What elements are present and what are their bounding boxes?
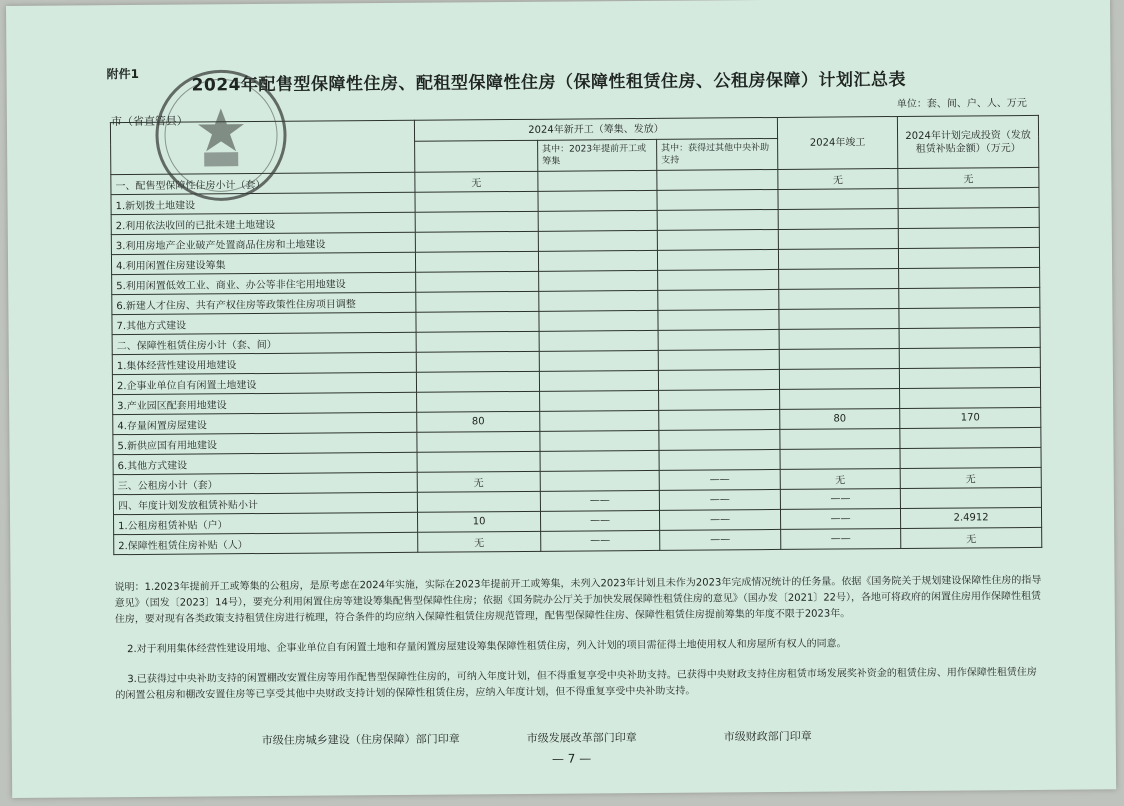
- cell-new-start: 无: [415, 171, 538, 192]
- cell-central: ——: [659, 509, 780, 530]
- cell-central: [658, 349, 779, 370]
- cell-investment: 无: [898, 167, 1039, 188]
- cell-new-start: [417, 431, 540, 452]
- cell-investment: 无: [901, 527, 1042, 548]
- city-label: 市（省直管县）: [110, 114, 188, 129]
- cell-new-start: [416, 351, 539, 372]
- cell-advance: [540, 430, 659, 451]
- row-label: 7.其他方式建设: [112, 312, 416, 334]
- cell-advance: ——: [540, 490, 659, 511]
- cell-central: [657, 189, 778, 210]
- cell-completion: [779, 308, 899, 329]
- cell-investment: [899, 287, 1040, 308]
- cell-completion: [778, 208, 898, 229]
- cell-investment: [900, 427, 1041, 448]
- cell-new-start: [415, 191, 538, 212]
- note-3: 3.已获得过中央补助支持的闲置棚改安置住房等用作配售型保障性住房的，可纳入年度计划，但不得重复享受中央补助支持。已获得中央财政支持住房租赁市场发展奖补资金的租赁住房、用作保障性租赁住房的闲置公租房和棚改安置住房等已享受其他中央财政支持计划的保障性租赁住房，应纳入年度计划，但不得重复享受中央补助支持。: [115, 666, 1037, 702]
- cell-completion: [779, 268, 899, 289]
- cell-central: [659, 409, 780, 430]
- cell-advance: [540, 410, 659, 431]
- cell-central: [657, 209, 778, 230]
- cell-investment: 无: [900, 467, 1041, 488]
- signature-row: [12, 725, 1116, 748]
- cell-investment: [898, 227, 1039, 248]
- row-label: 4.存量闲置房屋建设: [113, 412, 417, 434]
- cell-central: ——: [659, 469, 780, 490]
- cell-investment: [900, 387, 1041, 408]
- row-label: 3.产业园区配套用地建设: [113, 392, 417, 414]
- cell-new-start: [416, 311, 539, 332]
- row-label: 3.利用房地产企业破产处置商品住房和土地建设: [111, 232, 415, 254]
- row-label: 四、年度计划发放租赁补贴小计: [113, 492, 417, 514]
- row-label: 2.企事业单位自有闲置土地建设: [112, 372, 416, 394]
- cell-advance: [538, 230, 657, 251]
- cell-investment: [898, 187, 1039, 208]
- cell-completion: [779, 348, 899, 369]
- cell-advance: [539, 370, 658, 391]
- header-new-start-total: [415, 140, 538, 172]
- cell-completion: ——: [781, 508, 901, 529]
- cell-central: ——: [660, 529, 781, 550]
- cell-investment: [898, 207, 1039, 228]
- cell-advance: [539, 290, 658, 311]
- cell-completion: [780, 448, 900, 469]
- header-investment: 2024年计划完成投资（发放租赁补贴金额）（万元）: [897, 115, 1038, 168]
- cell-advance: [540, 450, 659, 471]
- cell-central: [659, 389, 780, 410]
- cell-completion: [778, 189, 898, 210]
- cell-investment: [898, 247, 1039, 268]
- signature-finance: 市级财政部门印章: [723, 729, 812, 744]
- cell-advance: [539, 330, 658, 351]
- cell-advance: ——: [540, 510, 659, 531]
- row-label: 5.利用闲置低效工业、商业、办公等非住宅用地建设: [112, 272, 416, 294]
- cell-investment: [899, 267, 1040, 288]
- cell-central: [657, 229, 778, 250]
- attachment-label: 附件1: [106, 66, 139, 82]
- document-page: [6, 0, 1116, 798]
- cell-advance: [539, 310, 658, 331]
- cell-completion: [780, 428, 900, 449]
- cell-new-start: [415, 231, 538, 252]
- note-2: 2.对于利用集体经营性建设用地、企事业单位自有闲置土地和存量闲置房屋建设筹集保障性租赁住房，列入计划的项目需征得土地使用权人和房屋所有权人的同意。: [127, 638, 847, 656]
- cell-advance: [540, 390, 659, 411]
- row-label: 2.利用依法收回的已批未建土地建设: [111, 212, 415, 234]
- cell-investment: [899, 347, 1040, 368]
- cell-new-start: 80: [417, 411, 540, 432]
- signature-housing: 市级住房城乡建设（住房保障）部门印章: [261, 732, 460, 748]
- cell-new-start: [416, 291, 539, 312]
- cell-central: ——: [659, 489, 780, 510]
- cell-advance: [540, 470, 659, 491]
- row-label: 6.新建人才住房、共有产权住房等政策性住房项目调整: [112, 292, 416, 314]
- cell-central: [658, 329, 779, 350]
- cell-new-start: [416, 271, 539, 292]
- cell-advance: [538, 170, 657, 191]
- cell-investment: [900, 487, 1041, 508]
- signature-development: 市级发展改革部门印章: [526, 731, 637, 745]
- cell-completion: 无: [778, 169, 898, 190]
- cell-new-start: 10: [417, 511, 540, 532]
- cell-investment: 2.4912: [901, 507, 1042, 528]
- note-1: 说明：1.2023年提前开工或筹集的公租房，是原考虑在2024年实施，实际在2023年提前开工或筹集，未列入2023年计划且未作为2023年完成情况统计的任务量。依据《国务院关于规划建设保障性住房的指导意见》（国发〔2023〕14号），要充分利用闲置住房等建设筹集配售型保障性住房；依据《国务院办公厅关于加快发展保障性租赁住房的意见》（国办发〔2021〕22号），各地可将政府的闲置住房用作保障性租赁住房，要对现有各类政策支持租赁住房进行梳理，符合条件的均应纳入保障性租赁住房规范管理，配售型保障性住房、保障性租赁住房提前筹集的年度不限于2023年。: [114, 574, 1042, 626]
- cell-completion: 80: [780, 408, 900, 429]
- cell-new-start: 无: [417, 471, 540, 492]
- cell-completion: 无: [780, 468, 900, 489]
- cell-completion: [780, 388, 900, 409]
- row-label: 一、配售型保障性住房小计（套）: [111, 172, 415, 194]
- cell-new-start: [415, 211, 538, 232]
- row-label: 1.新划拨土地建设: [111, 192, 415, 214]
- cell-new-start: [416, 331, 539, 352]
- cell-advance: [539, 350, 658, 371]
- cell-investment: [899, 327, 1040, 348]
- cell-advance: [538, 250, 657, 271]
- cell-new-start: [417, 451, 540, 472]
- cell-completion: [778, 248, 898, 269]
- cell-new-start: 无: [418, 531, 541, 552]
- cell-central: [658, 289, 779, 310]
- cell-central: [657, 169, 778, 190]
- row-label: 1.公租房租赁补贴（户）: [113, 512, 417, 534]
- cell-central: [659, 449, 780, 470]
- row-label: 1.集体经营性建设用地建设: [112, 352, 416, 374]
- row-label: 三、公租房小计（套）: [113, 472, 417, 494]
- cell-advance: [538, 190, 657, 211]
- cell-new-start: [415, 251, 538, 272]
- cell-new-start: [416, 371, 539, 392]
- cell-new-start: [417, 491, 540, 512]
- unit-label: 单位：套、间、户、人、万元: [896, 97, 1027, 111]
- header-new-start: 2024年新开工（筹集、发放）: [414, 117, 777, 141]
- header-sub-central: 其中：获得过其他中央补助支持: [657, 138, 778, 170]
- header-completion: 2024年竣工: [777, 117, 897, 170]
- cell-completion: ——: [781, 528, 901, 549]
- official-seal-stamp-icon: [151, 66, 290, 205]
- cell-central: [658, 369, 779, 390]
- cell-completion: [779, 328, 899, 349]
- row-label: 6.其他方式建设: [113, 452, 417, 474]
- cell-central: [658, 309, 779, 330]
- cell-completion: [779, 288, 899, 309]
- cell-investment: [900, 447, 1041, 468]
- cell-completion: [779, 368, 899, 389]
- document-title: 2024年配售型保障性住房、配租型保障性住房（保障性租赁住房、公租房保障）计划汇总表: [191, 69, 907, 96]
- row-label: 2.保障性租赁住房补贴（人）: [114, 532, 418, 554]
- notes-section: [115, 573, 1046, 718]
- cell-central: [659, 429, 780, 450]
- cell-completion: ——: [780, 488, 900, 509]
- cell-new-start: [417, 391, 540, 412]
- cell-completion: [778, 228, 898, 249]
- cell-investment: 170: [900, 407, 1041, 428]
- row-label: 5.新供应国有用地建设: [113, 432, 417, 454]
- cell-central: [658, 269, 779, 290]
- cell-advance: [538, 210, 657, 231]
- cell-central: [657, 249, 778, 270]
- page-number: — 7 —: [551, 751, 592, 766]
- header-sub-advance: 其中：2023年提前开工或筹集: [538, 139, 657, 171]
- cell-investment: [899, 307, 1040, 328]
- row-label: 二、保障性租赁住房小计（套、间）: [112, 332, 416, 354]
- cell-investment: [899, 367, 1040, 388]
- cell-advance: ——: [541, 530, 660, 551]
- cell-advance: [539, 270, 658, 291]
- row-label: 4.利用闲置住房建设筹集: [111, 252, 415, 274]
